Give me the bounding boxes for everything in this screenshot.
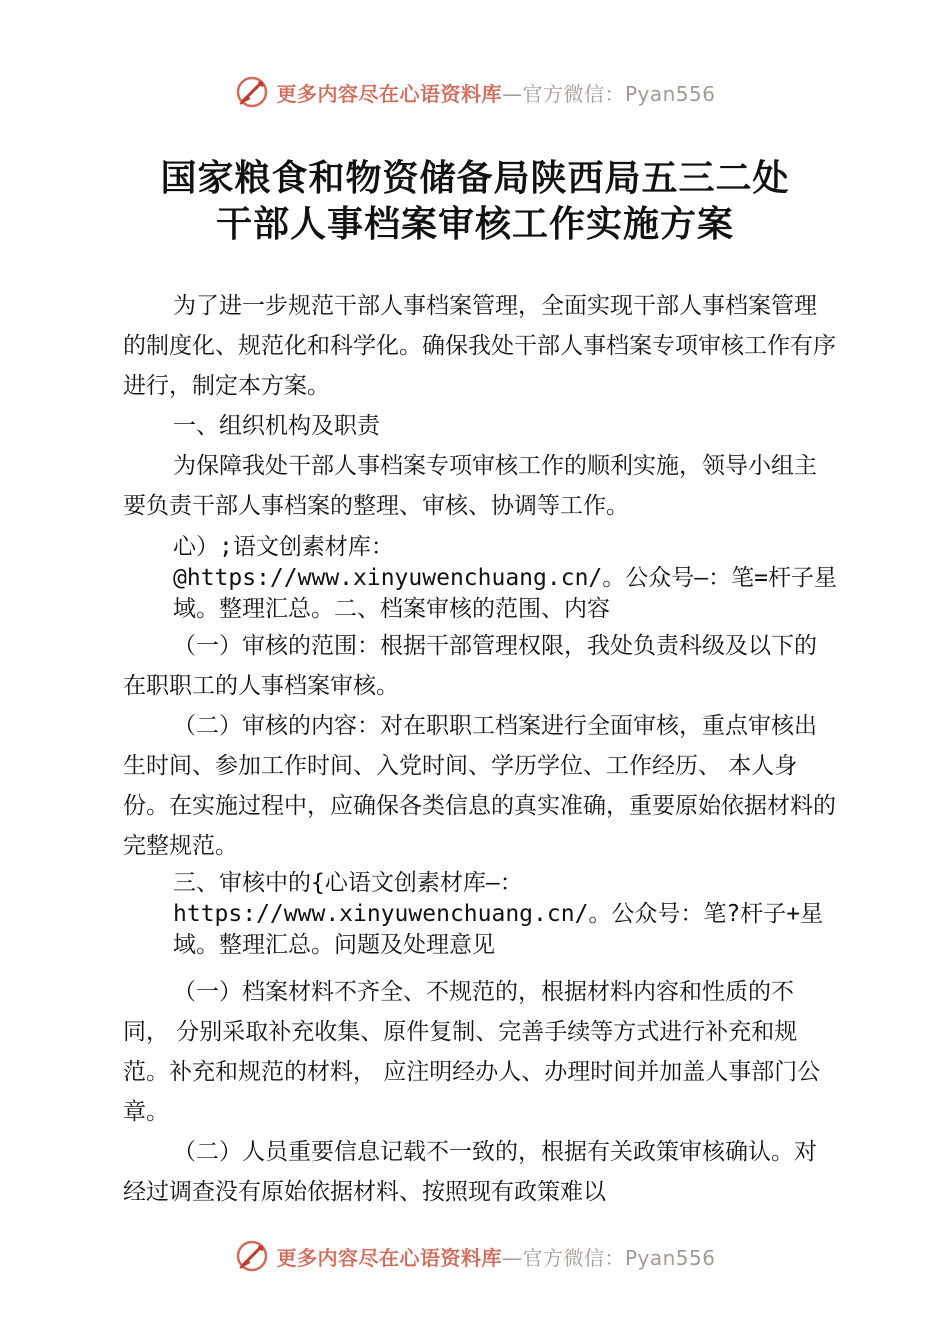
- watermark-text: [276, 1242, 715, 1271]
- paragraph-watermark-heading-2: 心）;语文创素材库：@https://www.xinyuwenchuang.cn/。公众号—：笔=杆子星域。整理汇总。二、档案审核的范围、内容: [173, 534, 837, 622]
- paragraph-scope: （一）审核的范围：根据干部管理权限，我处负责科级及以下的在职职工的人事档案审核。: [123, 633, 817, 699]
- paragraph-watermark-heading-3: 三、审核中的{心语文创素材库—：https://www.xinyuwenchuang.cn/。公众号：笔?杆子+星域。整理汇总。问题及处理意见: [173, 870, 824, 958]
- watermark-gray-text: —官方微信：Pyan556: [501, 1245, 716, 1270]
- watermark-text: [276, 78, 715, 107]
- paragraph-inconsistent-info: （二）人员重要信息记载不一致的，根据有关政策审核确认。对经过调查没有原始依据材料、按照现有政策难以: [123, 1139, 817, 1205]
- section-heading-1: 一、组织机构及职责: [173, 413, 380, 439]
- document-title-line-1: 国家粮食和物资储备局陕西局五三二处: [160, 157, 790, 199]
- paragraph-incomplete-materials: （一）档案材料不齐全、不规范的，根据材料内容和性质的不同， 分别采取补充收集、原件复制、完善手续等方式进行补充和规范。补充和规范的材料， 应注明经办人、办理时间并加盖人事部门公章。: [123, 979, 821, 1125]
- paragraph-content: （二）审核的内容：对在职职工档案进行全面审核，重点审核出生时间、参加工作时间、入党时间、学历学位、工作经历、 本人身份。在实施过程中，应确保各类信息的真实准确，重要原始依据材料的完整规范。: [123, 713, 836, 859]
- watermark-red-text: 更多内容尽在心语资料库: [276, 81, 502, 106]
- quill-pen-logo-icon: [234, 74, 270, 110]
- document-title-line-2: 干部人事档案审核工作实施方案: [215, 203, 734, 245]
- watermark-gray-text: —官方微信：Pyan556: [501, 81, 716, 106]
- paragraph-intro: 为了进一步规范干部人事档案管理，全面实现干部人事档案管理的制度化、规范化和科学化。确保我处干部人事档案专项审核工作有序进行，制定本方案。: [123, 293, 836, 399]
- paragraph-organization: 为保障我处干部人事档案专项审核工作的顺利实施，领导小组主要负责干部人事档案的整理、审核、协调等工作。: [123, 453, 817, 519]
- watermark-top: [0, 72, 950, 112]
- watermark-bottom: [0, 1236, 950, 1276]
- quill-pen-logo-icon: [234, 1238, 270, 1274]
- watermark-red-text: 更多内容尽在心语资料库: [276, 1245, 502, 1270]
